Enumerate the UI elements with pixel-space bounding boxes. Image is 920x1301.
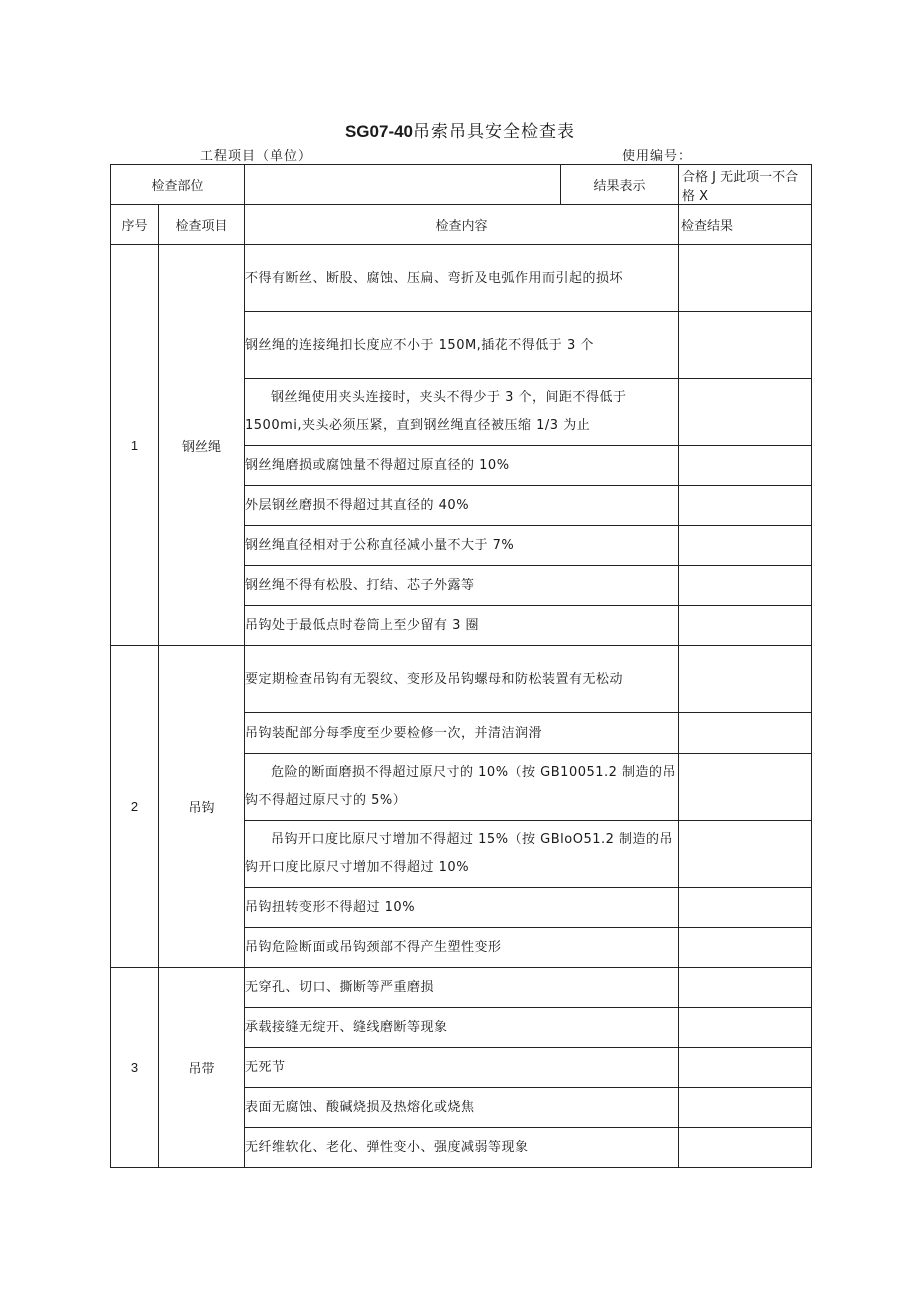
check-result-cell[interactable] [679,968,812,1008]
check-content: 钢丝绳磨损或腐蚀量不得超过原直径的 10% [245,446,679,486]
table-row [111,968,812,1008]
check-result-cell[interactable] [679,606,812,646]
table-row [111,245,812,312]
check-content: 吊钩扭转变形不得超过 10% [245,888,679,928]
check-content: 吊钩处于最低点时卷筒上至少留有 3 圈 [245,606,679,646]
result-label: 结果表示 [561,165,679,205]
check-result-cell[interactable] [679,646,812,713]
check-result-cell[interactable] [679,526,812,566]
check-content: 吊钩装配部分每季度至少要检修一次，并清洁润滑 [245,713,679,754]
check-content: 钢丝绳不得有松股、打结、芯子外露等 [245,566,679,606]
column-result: 检查结果 [679,205,812,245]
check-content: 钢丝绳使用夹头连接时，夹头不得少于 3 个，间距不得低于 1500mi,夹头必须压紧，直到钢丝绳直径被压缩 1/3 为止 [245,379,679,446]
usage-no-label: 使用编号： [622,149,693,164]
check-content: 外层钢丝磨损不得超过其直径的 40% [245,486,679,526]
location-label: 检查部位 [111,165,245,205]
form-code: SG07-40 [344,122,414,141]
group-item: 吊带 [159,968,245,1168]
check-result-cell[interactable] [679,245,812,312]
check-content: 钢丝绳的连接绳扣长度应不小于 150M,插花不得低于 3 个 [245,312,679,379]
check-result-cell[interactable] [679,1008,812,1048]
form-title-text: 吊索吊具安全检查表 [413,122,576,142]
check-content: 表面无腐蚀、酸碱烧损及热熔化或烧焦 [245,1088,679,1128]
project-label: 工程项目（单位） [200,149,313,164]
column-content: 检查内容 [245,205,679,245]
group-no: 3 [111,968,159,1168]
check-content: 要定期检查吊钩有无裂纹、变形及吊钩螺母和防松装置有无松动 [245,646,679,713]
result-legend: 合格 J 无此项一不合格 X [679,165,812,205]
check-content: 危险的断面磨损不得超过原尺寸的 10%（按 GB10051.2 制造的吊钩不得超过原尺寸的 5%） [245,754,679,821]
check-result-cell[interactable] [679,1128,812,1168]
check-content: 钢丝绳直径相对于公称直径减小量不大于 7% [245,526,679,566]
column-no: 序号 [111,205,159,245]
location-value-cell[interactable] [245,165,561,205]
check-result-cell[interactable] [679,713,812,754]
header-row-location [111,165,812,205]
group-item: 钢丝绳 [159,245,245,646]
check-result-cell[interactable] [679,821,812,888]
table-row [111,646,812,713]
check-result-cell[interactable] [679,754,812,821]
check-result-cell[interactable] [679,888,812,928]
group-item: 吊钩 [159,646,245,968]
column-item: 检查项目 [159,205,245,245]
check-result-cell[interactable] [679,566,812,606]
check-result-cell[interactable] [679,312,812,379]
check-content: 无死节 [245,1048,679,1088]
check-result-cell[interactable] [679,486,812,526]
check-result-cell[interactable] [679,1048,812,1088]
check-result-cell[interactable] [679,379,812,446]
column-header-row [111,205,812,245]
check-content: 吊钩危险断面或吊钩颈部不得产生塑性变形 [245,928,679,968]
check-content: 无穿孔、切口、撕断等严重磨损 [245,968,679,1008]
check-result-cell[interactable] [679,928,812,968]
check-content: 承载接缝无绽开、缝线磨断等现象 [245,1008,679,1048]
group-no: 1 [111,245,159,646]
check-content: 不得有断丝、断股、腐蚀、压扁、弯折及电弧作用而引起的损坏 [245,245,679,312]
check-result-cell[interactable] [679,1088,812,1128]
check-result-cell[interactable] [679,446,812,486]
inspection-table [110,164,812,1168]
group-no: 2 [111,646,159,968]
form-title [0,117,920,142]
check-content: 吊钩开口度比原尺寸增加不得超过 15%（按 GBloO51.2 制造的吊钩开口度比原尺寸增加不得超过 10% [245,821,679,888]
check-content: 无纤维软化、老化、弹性变小、强度减弱等现象 [245,1128,679,1168]
